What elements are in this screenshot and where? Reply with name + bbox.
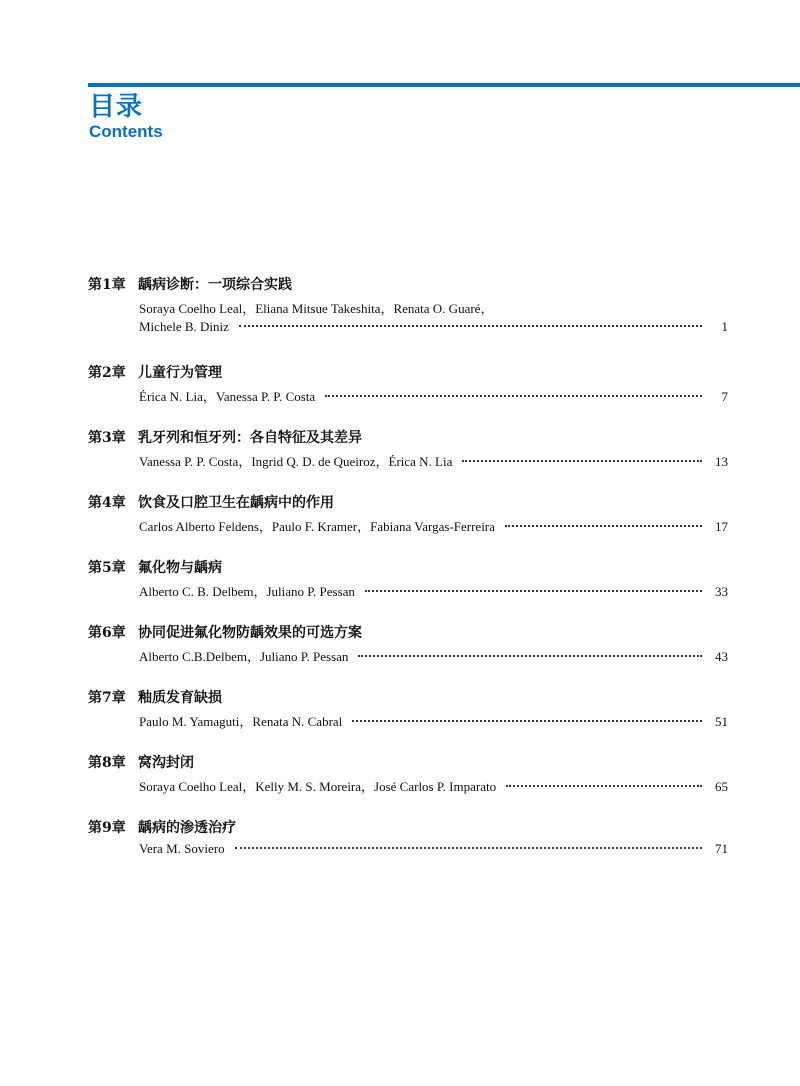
chapter-number: 第5章 [88,560,126,576]
page-number: 43 [715,649,728,664]
chapter-authors: Érica N. Lia，Vanessa P. P. Costa [139,389,316,404]
table-of-contents [88,266,728,874]
toc-entry-chapter-6[interactable] [88,614,728,679]
chapter-number: 第4章 [88,495,126,511]
page-number: 17 [715,519,728,534]
chapter-title: 协同促进氟化物防龋效果的可选方案 [138,625,362,641]
chapter-authors: Soraya Coelho Leal，Eliana Mitsue Takeshita，Renata O. Guaré， [139,301,494,316]
chapter-number: 第2章 [88,365,126,381]
dot-leader [462,460,702,462]
dot-leader [506,785,702,787]
header-rule [88,83,800,87]
chapter-authors-continued: Michele B. Diniz [139,319,229,334]
dot-leader [505,525,702,527]
toc-entry-chapter-4[interactable] [88,484,728,549]
page-title [89,92,163,142]
chapter-title: 龋病诊断：一项综合实践 [138,277,292,293]
chapter-authors: Paulo M. Yamaguti，Renata N. Cabral [139,714,343,729]
toc-entry-chapter-5[interactable] [88,549,728,614]
toc-entry-chapter-1[interactable] [88,266,728,354]
page-number: 33 [715,584,728,599]
toc-entry-chapter-7[interactable] [88,679,728,744]
chapter-number: 第8章 [88,755,126,771]
chapter-number: 第1章 [88,277,126,293]
dot-leader [358,655,702,657]
dot-leader [352,720,702,722]
chapter-authors: Vera M. Soviero [139,841,225,856]
chapter-title: 窝沟封闭 [138,755,194,771]
chapter-title: 饮食及口腔卫生在龋病中的作用 [138,495,334,511]
chapter-title: 釉质发育缺损 [138,690,222,706]
chapter-title: 乳牙列和恒牙列：各自特征及其差异 [138,430,362,446]
page-number: 51 [715,714,728,729]
chapter-number: 第3章 [88,430,126,446]
toc-entry-chapter-3[interactable] [88,419,728,484]
page-number: 1 [721,319,728,334]
page-number: 65 [715,779,728,794]
chapter-authors: Alberto C.B.Delbem，Juliano P. Pessan [139,649,349,664]
dot-leader [239,325,702,327]
page-number: 7 [721,389,728,404]
chapter-number: 第7章 [88,690,126,706]
chapter-title: 龋病的渗透治疗 [138,820,236,836]
chapter-title: 氟化物与龋病 [138,560,222,576]
toc-entry-chapter-2[interactable] [88,354,728,419]
chapter-number: 第6章 [88,625,126,641]
chapter-authors: Vanessa P. P. Costa，Ingrid Q. D. de Queiroz，Érica N. Lia [139,454,453,469]
dot-leader [365,590,702,592]
title-chinese: 目录 [89,92,144,122]
dot-leader [325,395,702,397]
chapter-title: 儿童行为管理 [138,365,222,381]
title-english: Contents [89,122,163,141]
page-number: 71 [715,841,728,856]
chapter-authors: Soraya Coelho Leal，Kelly M. S. Moreira，José Carlos P. Imparato [139,779,497,794]
dot-leader [235,847,702,849]
chapter-authors: Carlos Alberto Feldens，Paulo F. Kramer，Fabiana Vargas-Ferreira [139,519,495,534]
page-number: 13 [715,454,728,469]
chapter-authors: Alberto C. B. Delbem，Juliano P. Pessan [139,584,355,599]
toc-entry-chapter-8[interactable] [88,744,728,809]
toc-entry-chapter-9[interactable] [88,809,728,874]
chapter-number: 第9章 [88,820,126,836]
